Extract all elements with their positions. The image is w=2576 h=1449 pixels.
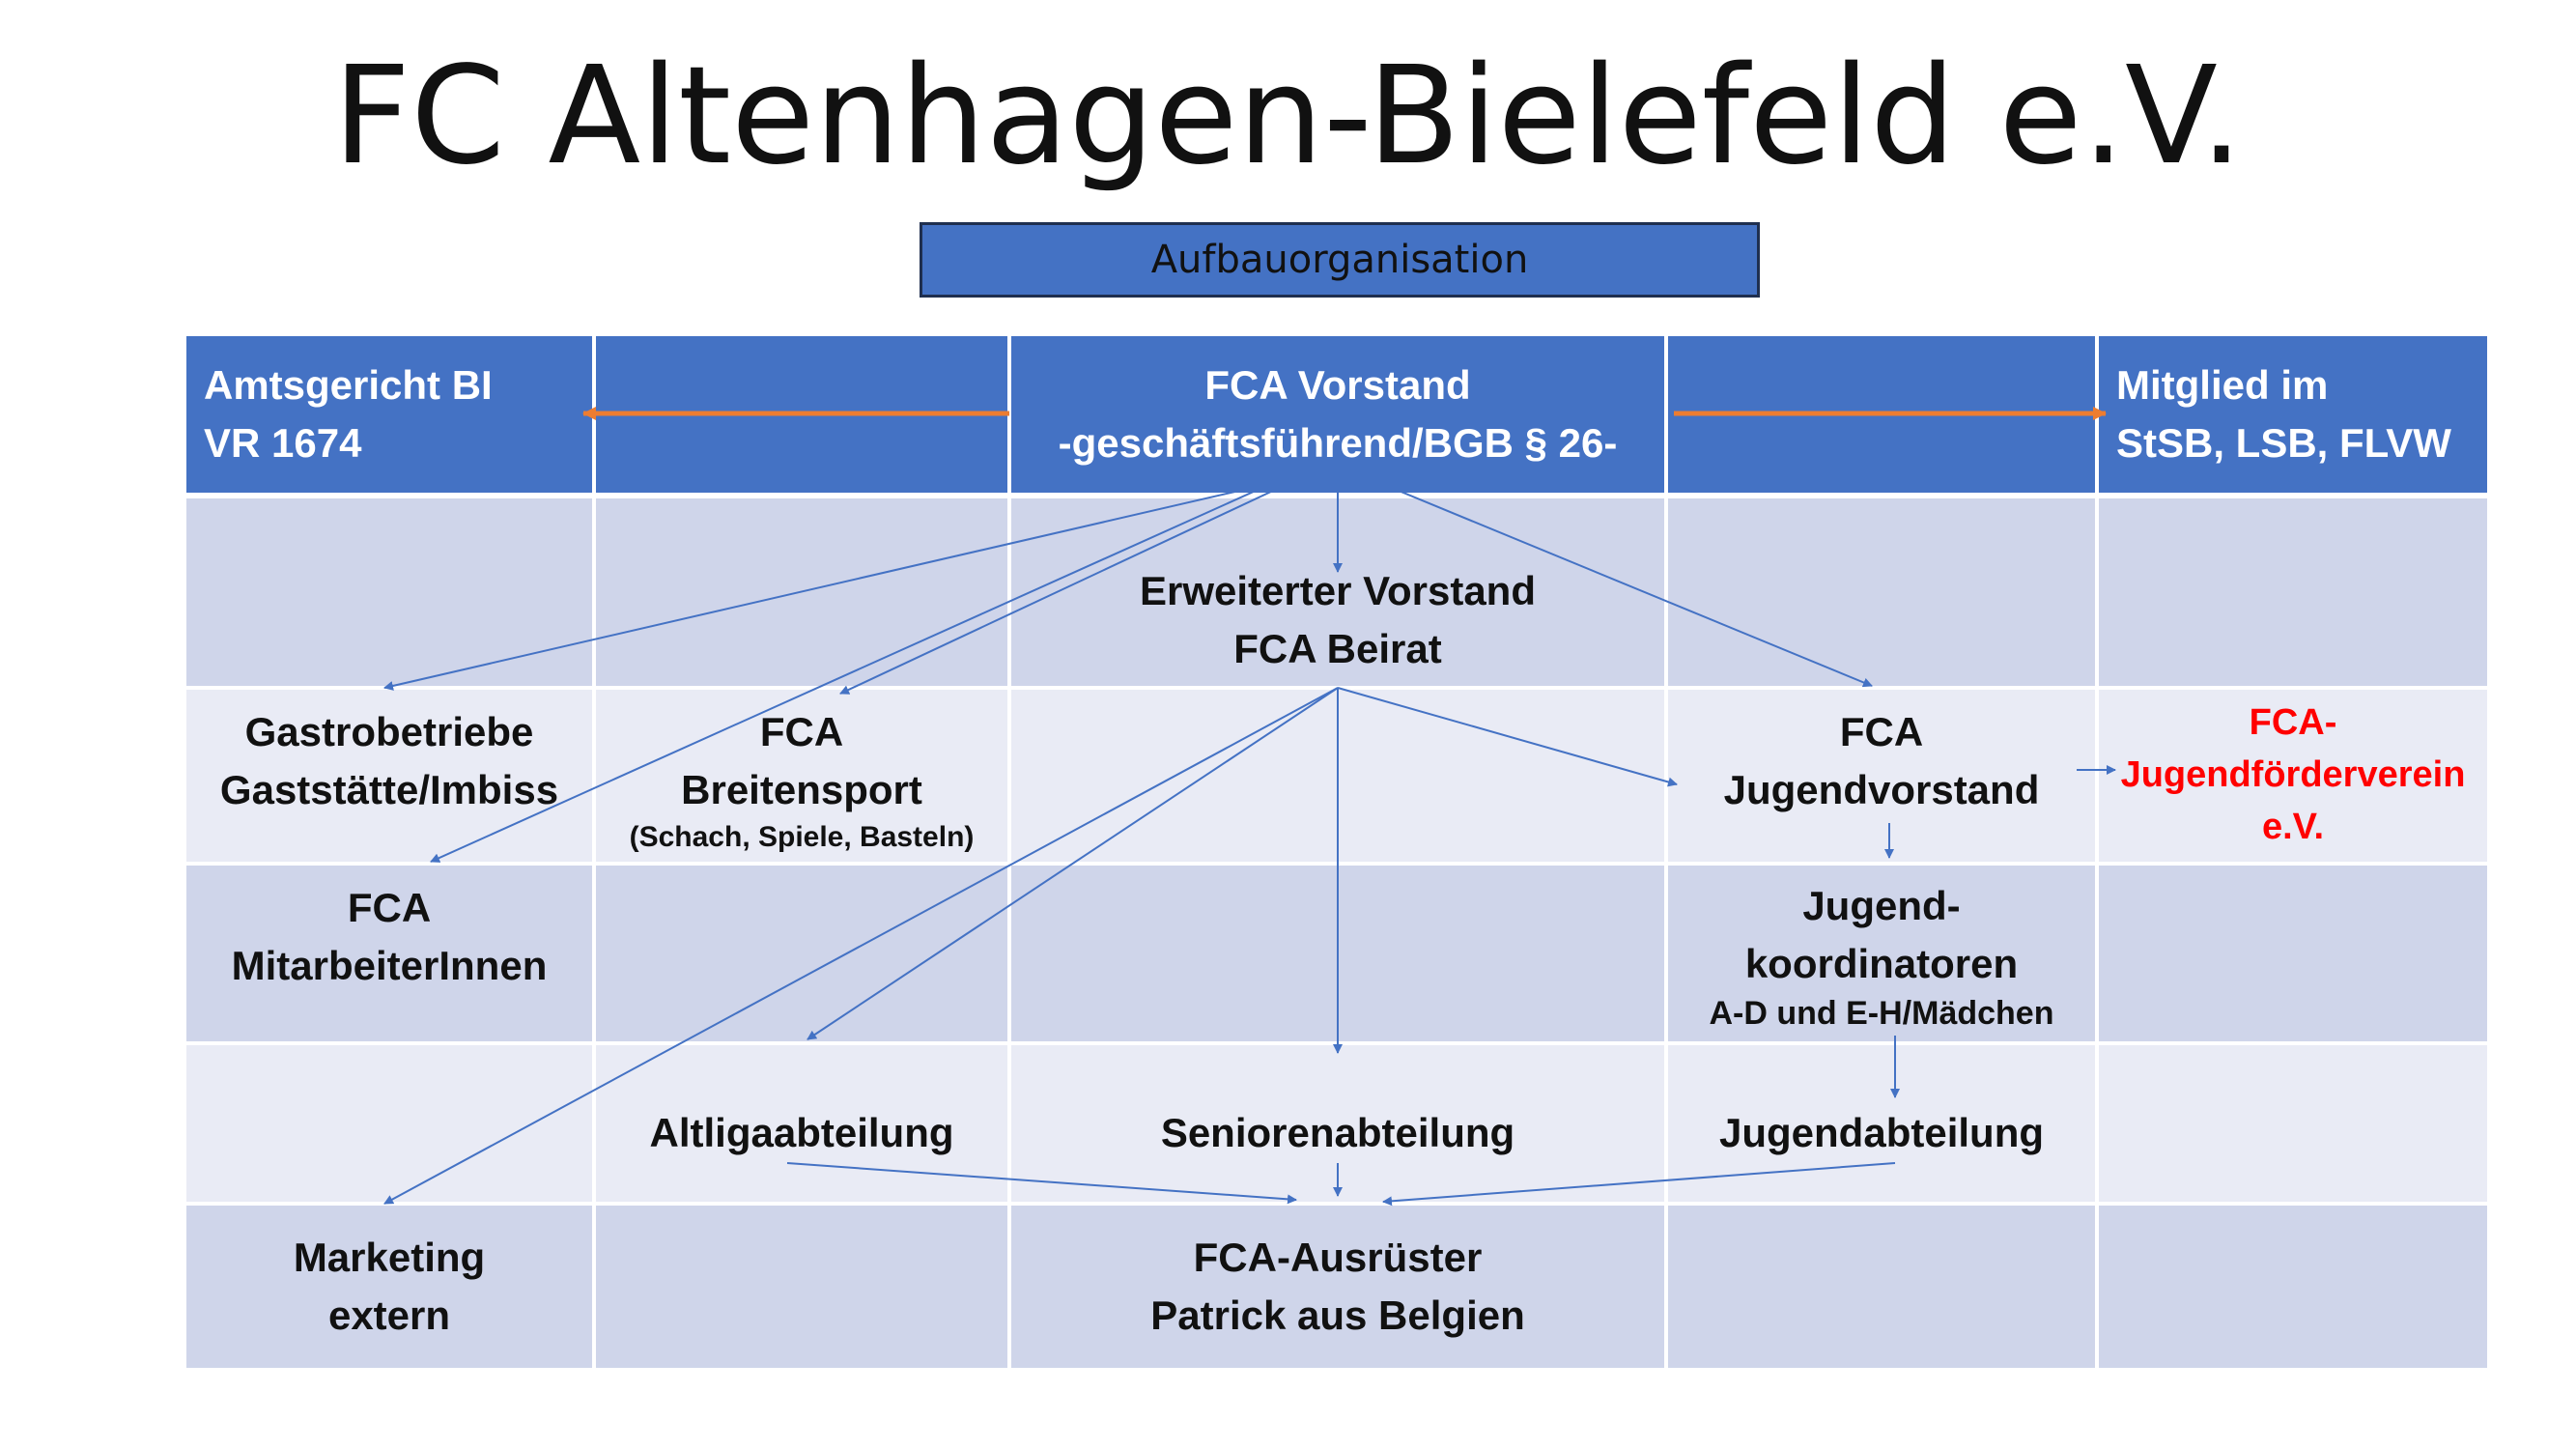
node-jugendfoerderverein [2099, 690, 2487, 862]
cell-r5-c2 [596, 1206, 1007, 1368]
header-empty-2 [1668, 336, 2095, 493]
header-empty-1 [596, 336, 1007, 493]
altliga-label: Altligaabteilung [649, 1110, 954, 1156]
gastrobetriebe-line2: Gaststätte/Imbiss [219, 766, 559, 812]
header-vorstand [1011, 336, 1664, 493]
jugendabteilung-label: Jugendabteilung [1719, 1110, 2044, 1156]
gastrobetriebe-line1: Gastrobetriebe [244, 709, 534, 754]
cell-r1-c5 [2099, 498, 2487, 686]
node-gastrobetriebe [186, 690, 592, 862]
jugendvorstand-line2: Jugendvorstand [1723, 766, 2040, 812]
node-erweiterter-vorstand [1011, 498, 1664, 686]
node-jugendabteilung [1668, 1045, 2095, 1202]
breitensport-line1: FCA [759, 709, 844, 754]
cell-r1-c4 [1668, 498, 2095, 686]
cell-r5-c4 [1668, 1206, 2095, 1368]
breitensport-note: (Schach, Spiele, Basteln) [629, 821, 975, 854]
jugendkoordinatoren-note: A-D und E-H/Mädchen [1709, 995, 2054, 1033]
cell-r4-c1 [186, 1045, 592, 1202]
erweiterter-vorstand-line1: Erweiterter Vorstand [1139, 568, 1536, 613]
marketing-line1: Marketing [293, 1235, 486, 1281]
jugendfoerderverein-line2: Jugendförderverein [2120, 754, 2466, 796]
jugendkoordinatoren-line1: Jugend- [1802, 883, 1961, 928]
node-altliga [596, 1045, 1007, 1202]
amtsgericht-line2: VR 1674 [204, 420, 362, 466]
org-chart-table [186, 336, 2487, 1368]
senioren-label: Seniorenabteilung [1160, 1110, 1515, 1156]
cell-r4-c5 [2099, 1045, 2487, 1202]
jugendfoerderverein-line3: e.V. [2261, 806, 2325, 847]
jugendvorstand-line1: FCA [1839, 709, 1924, 754]
ausruester-line2: Patrick aus Belgien [1150, 1293, 1525, 1338]
vorstand-line2: -geschäftsführend/BGB § 26- [1058, 420, 1618, 466]
mitglied-line2: StSB, LSB, FLVW [2116, 420, 2451, 466]
node-breitensport [596, 690, 1007, 862]
cell-r5-c5 [2099, 1206, 2487, 1368]
amtsgericht-line1: Amtsgericht BI [204, 362, 493, 409]
erweiterter-vorstand-line2: FCA Beirat [1233, 625, 1442, 671]
cell-r3-c3 [1011, 866, 1664, 1041]
node-ausruester [1011, 1206, 1664, 1368]
subtitle-box: Aufbauorganisation [920, 222, 1760, 298]
ausruester-line1: FCA-Ausrüster [1193, 1235, 1483, 1281]
node-jugendkoordinatoren [1668, 866, 2095, 1041]
mitglied-line1: Mitglied im [2116, 362, 2329, 409]
cell-r3-c5 [2099, 866, 2487, 1041]
cell-r2-c3 [1011, 690, 1664, 862]
cell-r1-c2 [596, 498, 1007, 686]
mitarbeiter-line1: FCA [347, 885, 432, 930]
node-mitarbeiter [186, 866, 592, 1041]
mitarbeiter-line2: MitarbeiterInnen [231, 942, 548, 988]
node-marketing [186, 1206, 592, 1368]
node-senioren [1011, 1045, 1664, 1202]
jugendkoordinatoren-line2: koordinatoren [1744, 940, 2019, 986]
cell-r3-c2 [596, 866, 1007, 1041]
breitensport-line2: Breitensport [681, 766, 922, 812]
jugendfoerderverein-line1: FCA- [2249, 702, 2337, 744]
cell-r1-c1 [186, 498, 592, 686]
marketing-line2: extern [327, 1293, 451, 1338]
node-jugendvorstand [1668, 690, 2095, 862]
header-mitglied [2099, 336, 2487, 493]
vorstand-line1: FCA Vorstand [1204, 362, 1471, 409]
page-title: FC Altenhagen-Bielefeld e.V. [332, 38, 2244, 195]
header-amtsgericht [186, 336, 592, 493]
